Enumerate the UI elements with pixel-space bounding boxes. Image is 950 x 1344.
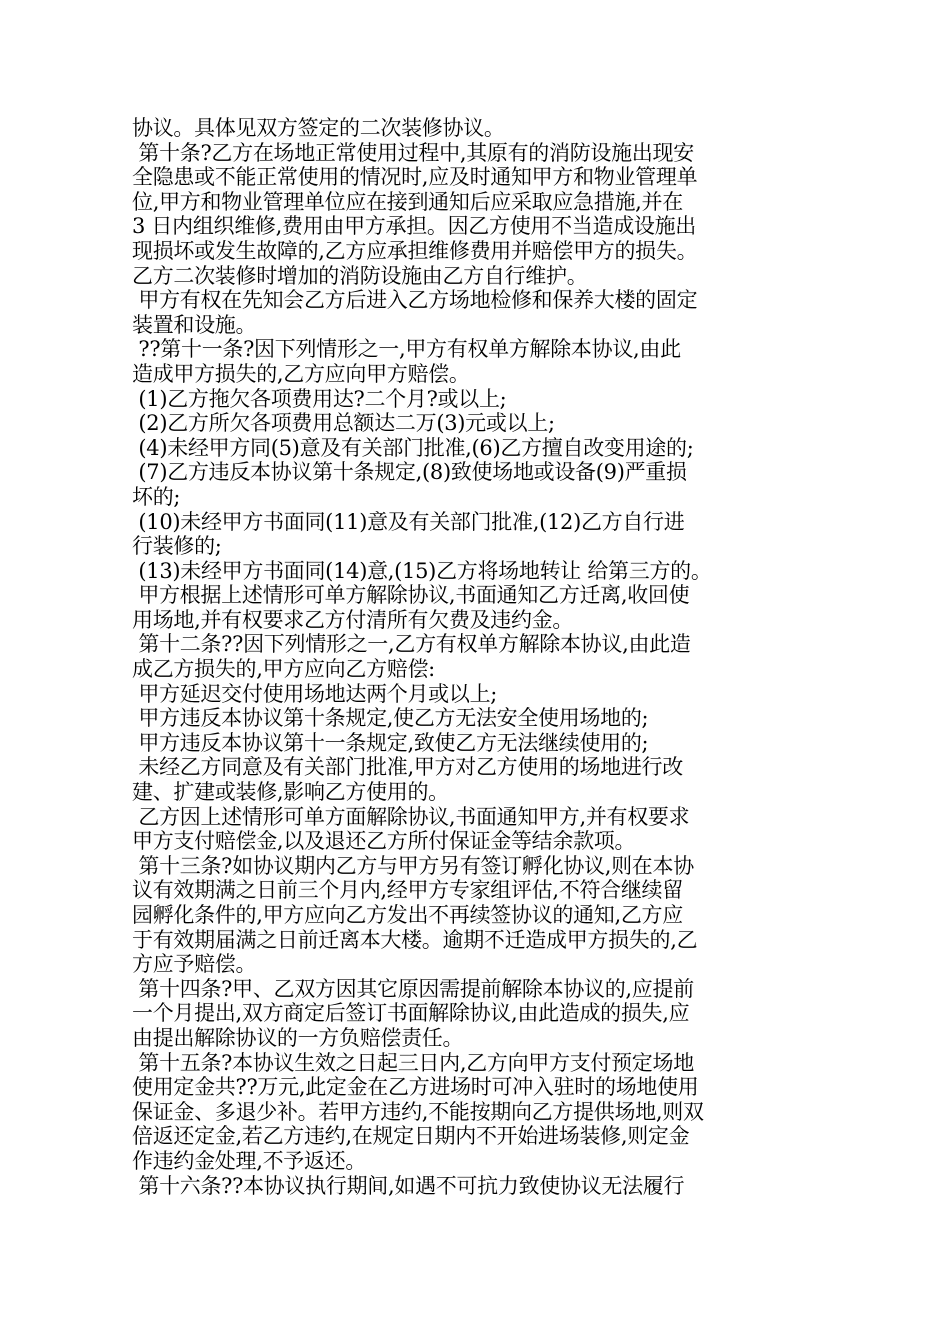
- text-line: 第十条?乙方在场地正常使用过程中,其原有的消防设施出现安: [132, 140, 694, 165]
- text-line: 方应予赔偿。: [132, 952, 257, 977]
- text-line: 装置和设施。: [132, 312, 257, 337]
- text-line: 位,甲方和物业管理单位应在接到通知后应采取应急措施,并在: [132, 189, 683, 214]
- text-line: 现损坏或发生故障的,乙方应承担维修费用并赔偿甲方的损失。: [132, 238, 698, 263]
- text-line: 成乙方损失的,甲方应向乙方赔偿:: [132, 657, 435, 682]
- text-line: 第十五条?本协议生效之日起三日内,乙方向甲方支付预定场地: [132, 1050, 694, 1075]
- text-line: 乙方因上述情形可单方面解除协议,书面通知甲方,并有权要求: [132, 804, 690, 829]
- text-line: 使用定金共??万元,此定金在乙方进场时可冲入驻时的场地使用: [132, 1075, 699, 1100]
- text-line: 第十六条??本协议执行期间,如遇不可抗力致使协议无法履行: [132, 1173, 685, 1198]
- text-line: 协议。具体见双方签定的二次装修协议。: [132, 116, 505, 140]
- text-line: 全隐患或不能正常使用的情况时,应及时通知甲方和物业管理单: [132, 165, 698, 190]
- text-line: 第十四条?甲、乙双方因其它原因需提前解除本协议的,应提前: [132, 976, 694, 1001]
- text-line: 倍返还定金,若乙方违约,在规定日期内不开始进场装修,则定金: [132, 1124, 690, 1149]
- text-line: 甲方有权在先知会乙方后进入乙方场地检修和保养大楼的固定: [132, 288, 698, 313]
- text-line: 于有效期届满之日前迁离本大楼。逾期不迁造成甲方损失的,乙: [132, 927, 698, 952]
- text-line: 甲方支付赔偿金,以及退还乙方所付保证金等结余款项。: [132, 829, 636, 854]
- text-line: 第十三条?如协议期内乙方与甲方另有签订孵化协议,则在本协: [132, 853, 694, 878]
- text-line: 用场地,并有权要求乙方付清所有欠费及违约金。: [132, 607, 574, 632]
- text-line: 3 日内组织维修,费用由甲方承担。因乙方使用不当造成设施出: [132, 214, 697, 239]
- text-line: 乙方二次装修时增加的消防设施由乙方自行维护。: [132, 263, 588, 288]
- text-line: 一个月提出,双方商定后签订书面解除协议,由此造成的损失,应: [132, 1001, 690, 1026]
- text-line: 由提出解除协议的一方负赔偿责任。: [132, 1025, 464, 1050]
- text-line: 甲方根据上述情形可单方解除协议,书面通知乙方迁离,收回使: [132, 583, 690, 608]
- text-line: (7)乙方违反本协议第十条规定,(8)致使场地或设备(9)严重损: [132, 460, 687, 485]
- text-line: 坏的;: [132, 484, 181, 509]
- text-line: 甲方违反本协议第十一条规定,致使乙方无法继续使用的;: [132, 730, 649, 755]
- document-body: [132, 116, 832, 1198]
- text-line: (10)未经甲方书面同(11)意及有关部门批准,(12)乙方自行进: [132, 509, 685, 534]
- text-line: (13)未经甲方书面同(14)意,(15)乙方将场地转让 给第三方的。: [132, 558, 712, 583]
- text-line: (4)未经甲方同(5)意及有关部门批准,(6)乙方擅自改变用途的;: [132, 435, 694, 460]
- text-line: ??第十一条?因下列情形之一,甲方有权单方解除本协议,由此: [132, 337, 681, 362]
- text-line: 甲方违反本协议第十条规定,使乙方无法安全使用场地的;: [132, 706, 649, 731]
- text-line: 造成甲方损失的,乙方应向甲方赔偿。: [132, 361, 470, 386]
- text-line: 未经乙方同意及有关部门批准,甲方对乙方使用的场地进行改: [132, 755, 683, 780]
- text-line: 行装修的;: [132, 534, 222, 559]
- text-line: (2)乙方所欠各项费用总额达二万(3)元或以上;: [132, 411, 555, 436]
- text-line: 建、扩建或装修,影响乙方使用的。: [132, 780, 449, 805]
- text-line: 园孵化条件的,甲方应向乙方发出不再续签协议的通知,乙方应: [132, 903, 683, 927]
- text-line: 第十二条??因下列情形之一,乙方有权单方解除本协议,由此造: [132, 632, 691, 657]
- text-line: (1)乙方拖欠各项费用达?二个月?或以上;: [132, 386, 507, 411]
- text-line: 甲方延迟交付使用场地达两个月或以上;: [132, 681, 498, 706]
- text-line: 保证金、多退少补。若甲方违约,不能按期向乙方提供场地,则双: [132, 1099, 704, 1124]
- text-line: 议有效期满之日前三个月内,经甲方专家组评估,不符合继续留: [132, 878, 683, 903]
- text-line: 作违约金处理,不予返还。: [132, 1148, 367, 1173]
